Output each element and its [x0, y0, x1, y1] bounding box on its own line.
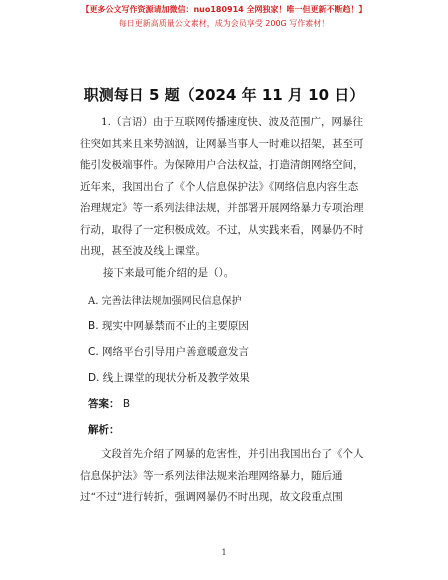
- question-paragraph: [80, 112, 380, 263]
- analysis-line: 信息保护法》等一系列法律法规来治理网络暴力，随后通: [80, 469, 343, 482]
- option-b: B. 现实中网暴禁而不止的主要原因: [88, 320, 249, 332]
- analysis-line: 过“不过”进行转折，强调网暴仍不时出现，故文段重点围: [80, 491, 343, 503]
- analysis-line: 文段首先介绍了网暴的危害性，并引出我国出台了《个人: [101, 448, 364, 460]
- promo-banner-line-2: 每日更新高质量公文素材，成为会员享受 200G 写作素材！: [118, 19, 330, 28]
- page-number: 1: [221, 548, 227, 557]
- option-d: D. 线上课堂的现状分析及教学效果: [88, 372, 250, 384]
- answer-row: [88, 396, 130, 411]
- question-line: 近年来，我国出台了《个人信息保护法》《网络信息内容生态: [80, 180, 359, 193]
- question-line: 1.（言语）由于互联网传播速度快、波及范围广，网暴往: [101, 116, 364, 128]
- answer-value: B: [122, 398, 131, 410]
- answer-label: 答案：: [88, 398, 120, 410]
- question-prompt: 接下来最可能介绍的是（）。: [103, 267, 235, 279]
- option-a: A. 完善法律法规加强网民信息保护: [88, 296, 242, 307]
- question-line: 能引发极端事件。为保障用户合法权益，打造清朗网络空间，: [80, 159, 364, 171]
- question-line: 治理规定》等一系列法律法规，并部署开展网络暴力专项治理: [80, 202, 364, 214]
- analysis-paragraph: [80, 444, 380, 509]
- option-c: C. 网络平台引导用户善意暖意发言: [88, 346, 250, 358]
- analysis-label: 解析：: [88, 424, 120, 436]
- question-line: 行动，取得了一定积极成效。不过，从实践来看，网暴仍不时: [80, 223, 364, 236]
- page-title: 职测每日 5 题（2024 年 11 月 10 日）: [83, 86, 365, 104]
- promo-banner-line-1: 【更多公文写作资源请加微信：nuo180914 全网独家！唯一但更新不断趋！】: [81, 5, 367, 14]
- question-line: 往突如其来且来势汹汹，让网暴当事人一时难以招架，甚至可: [80, 137, 364, 150]
- question-line: 出现，甚至波及线上课堂。: [80, 245, 206, 257]
